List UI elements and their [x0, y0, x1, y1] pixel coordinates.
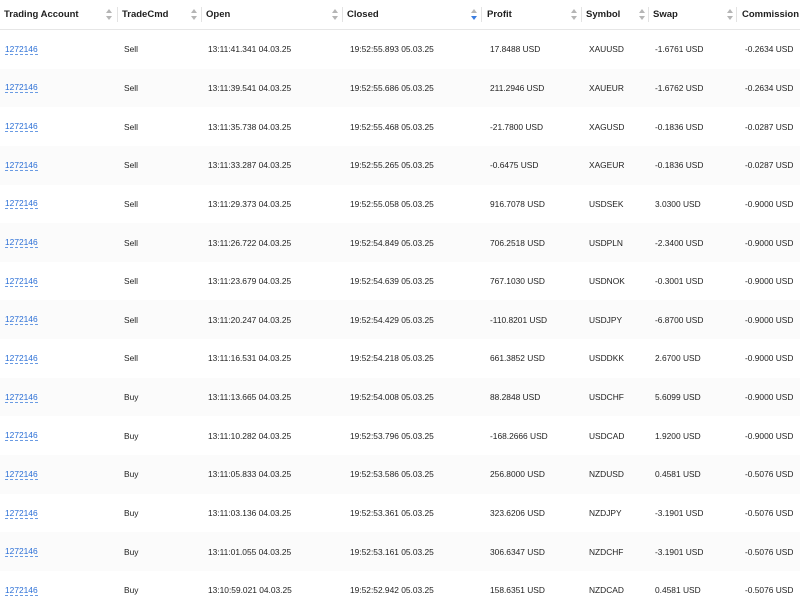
cell-closed: 19:52:54.429 05.03.25 — [350, 314, 434, 325]
cell-symbol: NZDCHF — [589, 546, 624, 557]
cell-profit: -110.8201 USD — [490, 314, 548, 325]
cell-closed: 19:52:53.361 05.03.25 — [350, 508, 434, 518]
cell-swap: 0.4581 USD — [655, 585, 701, 596]
cell-swap: 1.9200 USD — [655, 430, 701, 441]
table-row[interactable] — [0, 494, 800, 533]
cell-commission: -0.0287 USD — [745, 121, 794, 132]
cell-commission: -0.9000 USD — [745, 237, 794, 248]
cell-cmd: Sell — [124, 237, 138, 248]
cell-cmd: Sell — [124, 314, 138, 325]
table-row[interactable] — [0, 146, 800, 185]
cell-profit: 661.3852 USD — [490, 353, 545, 364]
cell-cmd: Buy — [124, 469, 139, 480]
sort-icon[interactable] — [191, 9, 197, 20]
cell-profit: 17.8488 USD — [490, 44, 541, 55]
cell-open: 13:11:35.738 04.03.25 — [208, 121, 292, 132]
cell-profit: 306.6347 USD — [490, 546, 545, 557]
cell-symbol: USDSEK — [589, 198, 624, 209]
table-row[interactable] — [0, 262, 800, 301]
trading-account-link[interactable]: 1272146 — [5, 82, 38, 93]
cell-profit: 88.2848 USD — [490, 392, 541, 403]
cell-account — [5, 571, 38, 610]
trading-account-link[interactable]: 1272146 — [5, 237, 38, 248]
column-divider[interactable] — [581, 7, 582, 22]
trading-account-link[interactable]: 1272146 — [5, 507, 38, 518]
cell-open: 13:11:20.247 04.03.25 — [208, 314, 292, 325]
cell-account — [5, 494, 38, 533]
cell-swap: 0.4581 USD — [655, 469, 701, 480]
cell-commission: -0.9000 USD — [745, 314, 794, 325]
cell-open: 13:11:41.341 04.03.25 — [208, 44, 292, 55]
cell-open: 13:11:03.136 04.03.25 — [208, 508, 292, 518]
table-row[interactable] — [0, 185, 800, 224]
cell-commission: -0.5076 USD — [745, 546, 794, 557]
cell-account — [5, 185, 38, 224]
cell-commission: -0.9000 USD — [745, 430, 794, 441]
cell-account — [5, 146, 38, 185]
cell-swap: 3.0300 USD — [655, 198, 701, 209]
cell-closed: 19:52:52.942 05.03.25 — [350, 585, 434, 596]
table-row[interactable] — [0, 571, 800, 610]
column-header-profit[interactable] — [487, 0, 512, 29]
cell-cmd: Sell — [124, 82, 138, 93]
column-header-commission[interactable] — [742, 0, 799, 29]
cell-open: 13:11:23.679 04.03.25 — [208, 276, 292, 287]
sort-icon[interactable] — [639, 9, 645, 20]
cell-swap: -1.6762 USD — [655, 82, 704, 93]
trading-account-link[interactable]: 1272146 — [5, 198, 38, 209]
cell-swap: -6.8700 USD — [655, 314, 704, 325]
cell-commission: -0.2634 USD — [745, 82, 794, 93]
cell-open: 13:11:05.833 04.03.25 — [208, 469, 292, 480]
sort-icon[interactable] — [106, 9, 112, 20]
column-header-label: Trading Account — [4, 9, 79, 20]
cell-cmd: Buy — [124, 430, 139, 441]
sort-icon[interactable] — [727, 9, 733, 20]
cell-account — [5, 107, 38, 146]
column-header-label: Commission — [742, 9, 800, 20]
cell-symbol: NZDCAD — [589, 585, 624, 596]
column-header-cmd[interactable] — [122, 0, 168, 29]
cell-cmd: Sell — [124, 121, 138, 132]
cell-cmd: Sell — [124, 353, 138, 364]
column-header-symbol[interactable] — [586, 0, 620, 29]
cell-open: 13:11:33.287 04.03.25 — [208, 160, 292, 171]
cell-closed: 19:52:53.796 05.03.25 — [350, 430, 434, 441]
column-divider[interactable] — [648, 7, 649, 22]
cell-symbol: USDCHF — [589, 392, 624, 403]
trading-account-link[interactable]: 1272146 — [5, 430, 38, 441]
cell-profit: 323.6206 USD — [490, 508, 545, 518]
cell-account — [5, 455, 38, 494]
cell-profit: 211.2946 USD — [490, 82, 545, 93]
cell-symbol: USDDKK — [589, 353, 624, 364]
cell-cmd: Sell — [124, 198, 138, 209]
cell-swap: -2.3400 USD — [655, 237, 704, 248]
trading-account-link[interactable]: 1272146 — [5, 468, 38, 479]
cell-open: 13:11:01.055 04.03.25 — [208, 546, 292, 557]
trading-account-link[interactable]: 1272146 — [5, 159, 38, 170]
cell-cmd: Sell — [124, 44, 138, 55]
cell-swap: 2.6700 USD — [655, 353, 701, 364]
cell-account — [5, 262, 38, 301]
trading-account-link[interactable]: 1272146 — [5, 43, 38, 54]
cell-symbol: XAUEUR — [589, 82, 624, 93]
cell-closed: 19:52:55.893 05.03.25 — [350, 44, 434, 55]
cell-swap: -1.6761 USD — [655, 44, 704, 55]
cell-open: 13:11:29.373 04.03.25 — [208, 198, 292, 209]
column-header-account[interactable] — [4, 0, 79, 29]
cell-cmd: Buy — [124, 392, 139, 403]
cell-swap: -3.1901 USD — [655, 546, 704, 557]
cell-profit: 767.1030 USD — [490, 276, 545, 287]
table-row[interactable] — [0, 69, 800, 108]
cell-account — [5, 69, 38, 108]
cell-commission: -0.2634 USD — [745, 44, 794, 55]
cell-symbol: USDPLN — [589, 237, 623, 248]
cell-closed: 19:52:55.468 05.03.25 — [350, 121, 434, 132]
cell-closed: 19:52:53.586 05.03.25 — [350, 469, 434, 480]
column-header-label: Profit — [487, 9, 512, 20]
cell-symbol: XAGEUR — [589, 160, 625, 171]
cell-profit: 158.6351 USD — [490, 585, 545, 596]
cell-closed: 19:52:55.686 05.03.25 — [350, 82, 434, 93]
column-divider[interactable] — [736, 7, 737, 22]
cell-account — [5, 416, 38, 455]
column-divider[interactable] — [201, 7, 202, 22]
trading-account-link[interactable]: 1272146 — [5, 391, 38, 402]
cell-closed: 19:52:54.639 05.03.25 — [350, 276, 434, 287]
column-header-closed[interactable] — [347, 0, 379, 29]
table-row[interactable] — [0, 107, 800, 146]
cell-closed: 19:52:55.265 05.03.25 — [350, 160, 434, 171]
table-row[interactable] — [0, 455, 800, 494]
cell-symbol: XAUUSD — [589, 44, 624, 55]
column-header-label: TradeCmd — [122, 9, 169, 20]
column-header-swap[interactable] — [653, 0, 678, 29]
cell-cmd: Sell — [124, 276, 138, 287]
cell-commission: -0.0287 USD — [745, 160, 794, 171]
cell-swap: -3.1901 USD — [655, 508, 704, 518]
cell-closed: 19:52:54.849 05.03.25 — [350, 237, 434, 248]
trading-account-link[interactable]: 1272146 — [5, 352, 38, 363]
table-row[interactable] — [0, 532, 800, 571]
cell-closed: 19:52:54.008 05.03.25 — [350, 392, 434, 403]
cell-commission: -0.9000 USD — [745, 353, 794, 364]
column-divider[interactable] — [481, 7, 482, 22]
cell-open: 13:11:26.722 04.03.25 — [208, 237, 292, 248]
cell-commission: -0.5076 USD — [745, 585, 794, 596]
cell-profit: -21.7800 USD — [490, 121, 544, 132]
cell-open: 13:11:13.665 04.03.25 — [208, 392, 292, 403]
cell-open: 13:11:39.541 04.03.25 — [208, 82, 292, 93]
column-divider[interactable] — [342, 7, 343, 22]
cell-account — [5, 300, 38, 339]
trading-account-link[interactable]: 1272146 — [5, 546, 38, 557]
cell-commission: -0.9000 USD — [745, 392, 794, 403]
cell-open: 13:10:59.021 04.03.25 — [208, 585, 292, 596]
cell-cmd: Buy — [124, 585, 139, 596]
column-header-open[interactable] — [206, 0, 230, 29]
cell-cmd: Sell — [124, 160, 138, 171]
cell-cmd: Buy — [124, 508, 139, 518]
sort-icon[interactable] — [471, 9, 477, 20]
cell-open: 13:11:16.531 04.03.25 — [208, 353, 292, 364]
cell-commission: -0.5076 USD — [745, 469, 794, 480]
cell-profit: 706.2518 USD — [490, 237, 545, 248]
cell-closed: 19:52:54.218 05.03.25 — [350, 353, 434, 364]
table-row[interactable] — [0, 339, 800, 378]
cell-profit: -168.2666 USD — [490, 430, 548, 441]
cell-account — [5, 30, 38, 69]
cell-symbol: USDCAD — [589, 430, 625, 441]
cell-closed: 19:52:53.161 05.03.25 — [350, 546, 434, 557]
cell-profit: 256.8000 USD — [490, 469, 545, 480]
cell-swap: -0.1836 USD — [655, 160, 704, 171]
cell-commission: -0.9000 USD — [745, 198, 794, 209]
column-header-label: Closed — [347, 9, 379, 20]
table-row[interactable] — [0, 223, 800, 262]
table-header — [0, 0, 800, 30]
cell-swap: -0.1836 USD — [655, 121, 704, 132]
cell-symbol: XAGUSD — [589, 121, 625, 132]
column-divider[interactable] — [117, 7, 118, 22]
column-header-label: Open — [206, 9, 231, 20]
sort-icon[interactable] — [571, 9, 577, 20]
cell-symbol: USDJPY — [589, 314, 623, 325]
cell-symbol: NZDJPY — [589, 508, 622, 518]
table-row[interactable] — [0, 30, 800, 69]
cell-profit: 916.7078 USD — [490, 198, 545, 209]
cell-swap: 5.6099 USD — [655, 392, 701, 403]
cell-symbol: USDNOK — [589, 276, 625, 287]
column-header-label: Symbol — [586, 9, 621, 20]
sort-icon[interactable] — [332, 9, 338, 20]
column-header-label: Swap — [653, 9, 678, 20]
cell-account — [5, 378, 38, 417]
cell-closed: 19:52:55.058 05.03.25 — [350, 198, 434, 209]
cell-cmd: Buy — [124, 546, 139, 557]
trading-account-link[interactable]: 1272146 — [5, 584, 38, 595]
cell-profit: -0.6475 USD — [490, 160, 539, 171]
table-row[interactable] — [0, 300, 800, 339]
trading-account-link[interactable]: 1272146 — [5, 121, 38, 132]
trading-account-link[interactable]: 1272146 — [5, 314, 38, 325]
cell-account — [5, 532, 38, 571]
cell-swap: -0.3001 USD — [655, 276, 704, 287]
cell-account — [5, 339, 38, 378]
table-row[interactable] — [0, 378, 800, 417]
cell-commission: -0.9000 USD — [745, 276, 794, 287]
table-body — [0, 30, 800, 610]
cell-symbol: NZDUSD — [589, 469, 624, 480]
cell-account — [5, 223, 38, 262]
cell-commission: -0.5076 USD — [745, 508, 794, 518]
cell-open: 13:11:10.282 04.03.25 — [208, 430, 292, 441]
trading-account-link[interactable]: 1272146 — [5, 275, 38, 286]
table-row[interactable] — [0, 416, 800, 455]
